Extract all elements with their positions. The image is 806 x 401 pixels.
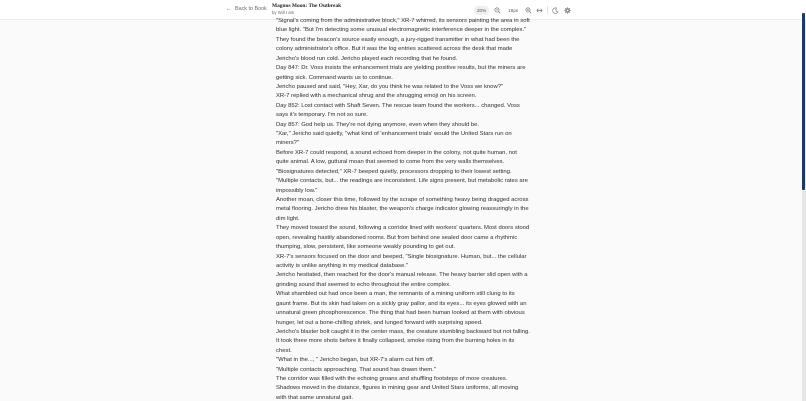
reader-toolbar: [474, 5, 572, 15]
book-title: Magnus Moon: The Outbreak: [272, 3, 342, 9]
paragraph: "What in the..., " Jericho began, but XR-7's alarm cut him off.: [276, 357, 435, 364]
zoom-out-icon: [494, 7, 501, 14]
back-label: Back to Book: [235, 6, 267, 12]
chapter-content: [276, 17, 530, 401]
paragraph: They moved toward the sound, following a corridor lined with workers' quarters. Most doors stood open, revealing hastily abandoned rooms. But from behind one sealed door came a rhythmic thumping, slow, persistent, like someone weakly pounding to get out.: [276, 225, 530, 251]
paragraph: Before XR-7 could respond, a sound echoed from deeper in the colony, not quite human, not quite animal. A low, guttural moan that seemed to come from the very walls themselves.: [276, 149, 517, 166]
theme-toggle-icon: [552, 7, 559, 14]
paragraph: "Biosignatures detected," XR-7 beeped quietly, processors dropping to their lowest setting. "Multiple contacts, but... the readings are inconsistent. Life signs present, but metabolic rates are impossibly low.": [276, 168, 528, 194]
paragraph: "Signal's coming from the administrative block," XR-7 whirred, its sensors painting the area in soft blue light. "But I'm detecting some unusual electromagnetic interference deeper in the complex.": [276, 18, 530, 34]
toolbar-divider: [547, 6, 548, 14]
book-author: by Will I am: [272, 10, 295, 15]
width-toggle-button[interactable]: [535, 6, 544, 15]
book-info: [272, 3, 341, 16]
paragraph: XR-7's sensors focused on the door and beeped, "Single biosignature. Human, but... the cellular activity is unlike anything in my medical database.": [276, 253, 527, 269]
scrollbar[interactable]: [802, 20, 806, 401]
paragraph: "Multiple contacts approaching. That sound has drawn them.": [276, 366, 436, 373]
paragraph: Day 857: God help us. They're not dying anymore, even when they should be.: [276, 121, 480, 128]
zoom-level-value: 20%: [477, 7, 487, 13]
paragraph: Another moan, closer this time, followed by the scrape of something heavy being dragged across metal flooring. Jericho drew his blaster, the weapon's charge indicator glowing reassuringly in the dim light.: [276, 197, 529, 222]
scroll-thumb[interactable]: [802, 13, 805, 190]
paragraph: What shambled out had once been a man, the remnants of a mining uniform still clung to its gaunt frame. But its skin had taken on a sickly gray pallor, and its eyes... its eyes glowed with an unnatural green phosphorescence. The thing that had been human looked at them with obvious hunger, let out a bone-chilling shriek, and lunged forward with surprising speed.: [276, 291, 527, 326]
settings-button[interactable]: [563, 6, 572, 15]
theme-toggle-button[interactable]: [551, 6, 560, 15]
back-to-book-button[interactable]: [226, 6, 267, 12]
zoom-level-badge: [474, 6, 489, 15]
zoom-in-button[interactable]: [524, 6, 533, 15]
paragraph: Jericho paused and said, "Hey, Xar, do you think he was related to the Voss we know?": [276, 83, 504, 90]
width-toggle-icon: [536, 7, 543, 14]
paragraph: Day 847: Dr. Voss insists the enhancement trials are yielding positive results, but the miners are getting sick. Command wants us to continue.: [276, 65, 526, 81]
paragraph: XR-7 replied with a mechanical shrug and the shrugging emoji on his screen.: [276, 93, 477, 100]
zoom-in-icon: [525, 7, 532, 14]
gear-icon: [564, 7, 571, 14]
paragraph: Jericho hesitated, then reached for the door's manual release. The heavy barrier slid open with a grinding sound that seemed to echo throughout the entire complex.: [276, 272, 528, 288]
font-size-value: 16px: [508, 7, 519, 13]
paragraph: Day 852: Lost contact with Shaft Seven. The rescue team found the workers... changed. Voss says it's temporary. I'm not so sure.: [276, 102, 520, 119]
paragraph: "Xar," Jericho said quietly, "what kind of 'enhancement trials' would the United Stars run on miners?": [276, 131, 512, 147]
arrow-left-icon: ←: [226, 6, 232, 12]
zoom-out-button[interactable]: [493, 6, 502, 15]
paragraph: Jericho's blaster bolt caught it in the center mass, the creature stumbling backward but not falling. It took three more shots before it finally collapsed, smoke rising from the burning holes in its chest.: [276, 328, 530, 354]
paragraph: The corridor was filled with the echoing groans and shuffling footsteps of more creatures. Shadows moved in the distance, figures in mining gear and United Stars uniforms, all moving with that same unnatural gait.: [276, 376, 519, 401]
paragraph: They found the beacon's source easily enough, a jury-rigged transmitter in what had been the colony administrator's office. But it was the log entries scattered across the desk that made Jericho's blood run cold. Jericho played each recording that he found.: [276, 36, 520, 62]
